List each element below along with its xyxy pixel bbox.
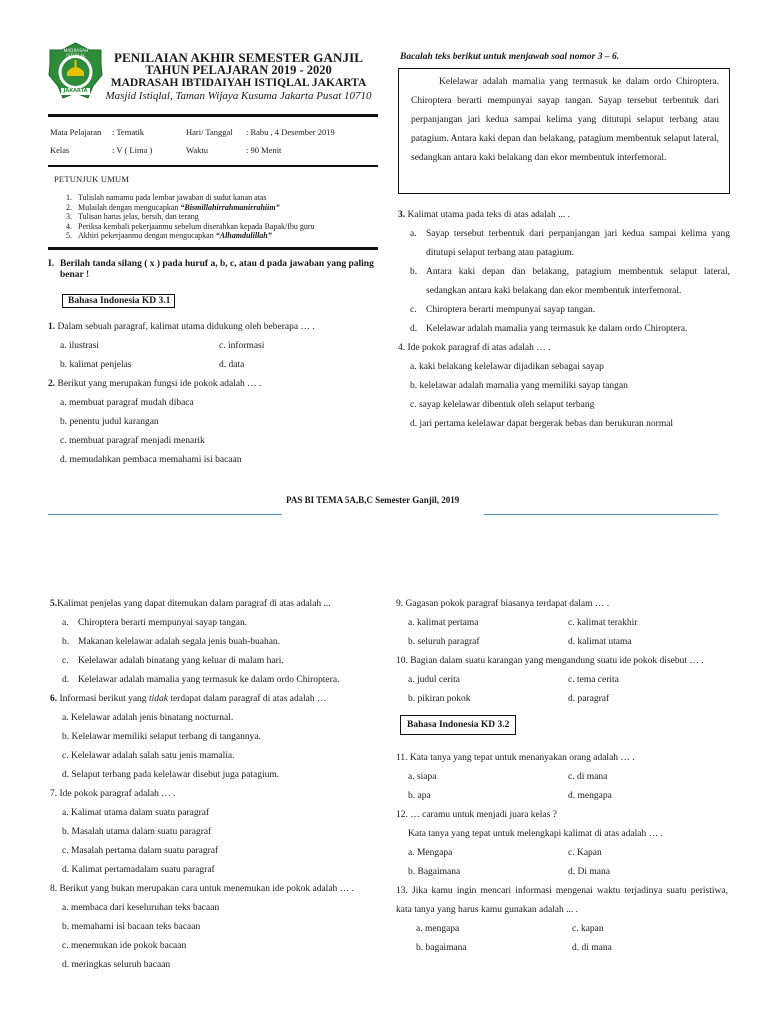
waktu-value: : 90 Menit [246, 145, 282, 155]
petunjuk-title: PETUNJUK UMUM [54, 174, 130, 184]
question-10: 10. Bagian dalam suatu karangan yang mengandung suatu ide pokok disebut … . a. judul cerita c. tema cerita b. pikiran pokok d. paragraf [396, 652, 728, 709]
question-3: 3. Kalimat utama pada teks di atas adalah ... . a. Sayap tersebut terbentuk dari perpanjangan jari kedua sampai kelima yang ditutupi selaput terbang atau patagium. b. Antara kaki depan dan belakang, patagium membentuk selaput lateral, sedangkan antara kaki belakang dan ekor membentuk interfemoral. c. Chiroptera berarti mempunyai sayap tangan. d. Kelelawar adalah mamalia yang termasuk ke dalam ordo Chiroptera. [398, 206, 730, 339]
right-column-page-1 [398, 52, 730, 434]
meta-divider [48, 165, 378, 167]
option[interactable]: c. informasi [219, 340, 265, 351]
option[interactable]: a. siapa [408, 772, 437, 782]
option[interactable]: d. kalimat utama [568, 637, 632, 647]
footer-line-left [48, 514, 282, 515]
list-item: 5. Akhiri pekerjaanmu dengan mengucapkan “Alhamdulillah” [66, 231, 272, 240]
option[interactable]: c. Kelelawar adalah salah satu jenis mamalia. [62, 751, 235, 761]
option[interactable]: c. di mana [568, 772, 608, 782]
question-6: 6. Informasi berikut yang tidak terdapat dalam paragraf di atas adalah … a. Kelelawar adalah jenis binatang nocturnal. b. Kelelawar memiliki selaput terbang di tangannya. c. Kelelawar adalah salah satu jenis mamalia. d. Selaput terbang pada kelelawar disebut juga patagium. [50, 690, 378, 785]
option[interactable]: a. kalimat pertama [408, 618, 479, 628]
exam-header [48, 42, 378, 103]
option[interactable]: c. membuat paragraf menjadi menarik [60, 435, 205, 446]
school-logo [48, 42, 103, 102]
option[interactable]: d. data [219, 359, 245, 370]
option[interactable]: d. Di mana [568, 867, 610, 877]
option[interactable]: b. kalimat penjelas [60, 359, 132, 370]
question-5: 5. Kalimat penjelas yang dapat ditemukan dalam paragraf di atas adalah ... a. Chiroptera berarti mempunyai sayap tangan. b. Makanan kelelawar adalah segala jenis buah-buahan. c. Kelelawar adalah binatang yang keluar di malam hari. d. Kelelawar adalah mamalia yang termasuk ke dalam ordo Chiroptera. [50, 595, 378, 690]
school-year: TAHUN PELAJARAN 2019 - 2020 [145, 63, 332, 77]
footer-text: PAS BI TEMA 5A,B,C Semester Ganjil, 2019 [286, 495, 460, 505]
logo-text-top: MADRASAH ISTIQLAL [63, 48, 89, 58]
kd-3-2-label: Bahasa Indonesia KD 3.2 [400, 715, 516, 735]
footer-line-right [484, 514, 718, 515]
option[interactable]: a. Kalimat utama dalam suatu paragraf [62, 808, 210, 818]
option[interactable]: b. Antara kaki depan dan belakang, patagium membentuk selaput lateral, sedangkan antara kaki belakang dan ekor membentuk interfemoral. [410, 267, 730, 296]
question-4: 4. Ide pokok paragraf di atas adalah … . a. kaki belakang kelelawar dijadikan sebagai sayap b. kelelawar adalah mamalia yang memiliki sayap tangan c. sayap kelelawar dibentuk oleh selaput terbang d. jari pertama kelelawar dapat bergerak bebas dan berukuran normal [398, 339, 730, 434]
option[interactable]: b. apa [408, 791, 431, 801]
question-11: 11. Kata tanya yang tepat untuk menanyakan orang adalah … . a. siapa c. di mana b. apa d. mengapa [396, 749, 728, 806]
option[interactable]: b. memahami isi bacaan teks bacaan [62, 922, 201, 932]
option[interactable]: c. Chiroptera berarti mempunyai sayap tangan. [410, 305, 596, 315]
option[interactable]: d. Selaput terbang pada kelelawar disebut juga patagium. [62, 770, 280, 780]
question-8: 8. Berikut yang bukan merupakan cara untuk menemukan ide pokok adalah … . a. membaca dari keseluruhan teks bacaan b. memahami isi bacaan teks bacaan c. menemukan ide pokok bacaan d. meringkas seluruh bacaan [50, 880, 378, 975]
option[interactable]: c. sayap kelelawar dibentuk oleh selaput terbang [410, 400, 595, 410]
question-7: 7. Ide pokok paragraf adalah … . a. Kalimat utama dalam suatu paragraf b. Masalah utama dalam suatu paragraf c. Masalah pertama dalam suatu paragraf d. Kalimat pertamadalam suatu paragraf [50, 785, 378, 880]
option[interactable]: d. jari pertama kelelawar dapat bergerak bebas dan berukuran normal [410, 419, 674, 429]
school-name: MADRASAH IBTIDAIYAH ISTIQLAL JAKARTA [110, 77, 367, 89]
list-item: 2. Mulailah dengan mengucapkan “Bismillahirrahmanirrahiim” [66, 202, 280, 212]
question-2: 2. Berikut yang merupakan fungsi ide pokok adalah … . a. membuat paragraf mudah dibaca b. penentu judul karangan c. membuat paragraf menjadi menarik d. memudahkan pembaca memahami isi bacaan [48, 375, 378, 470]
option[interactable]: b. penentu judul karangan [60, 416, 159, 427]
option[interactable]: d. mengapa [568, 791, 612, 801]
option[interactable]: b. Makanan kelelawar adalah segala jenis buah-buahan. [62, 637, 281, 647]
list-item: 4. Periksa kembali pekerjaanmu sebelum diserahkan kepada Bapak/Ibu guru [66, 221, 315, 231]
option[interactable]: b. kelelawar adalah mamalia yang memiliki sayap tangan [410, 381, 628, 391]
question-13: 13. Jika kamu ingin mencari informasi mengenai waktu terjadinya suatu peristiwa, kata tanya yang harus kamu gunakan adalah ... . a. mengapa c. kapan b. bagaimana d. di mana [396, 882, 728, 958]
option[interactable]: a. mengapa [416, 924, 460, 934]
option[interactable]: d. Kelelawar adalah mamalia yang termasuk ke dalam ordo Chiroptera. [410, 324, 688, 334]
exam-meta [48, 117, 378, 165]
option[interactable]: b. Kelelawar memiliki selaput terbang di tangannya. [62, 732, 261, 742]
option[interactable]: a. ilustrasi [60, 340, 100, 351]
kd-3-1-label: Bahasa Indonesia KD 3.1 [62, 294, 175, 308]
right-column-page-2 [396, 595, 728, 958]
question-9: 9. Gagasan pokok paragraf biasanya terdapat dalam … . a. kalimat pertama c. kalimat terakhir b. seluruh paragraf d. kalimat utama [396, 595, 728, 652]
option[interactable]: a. Mengapa [408, 848, 453, 858]
mapel-label: Mata Pelajaran [50, 127, 102, 137]
school-address: Masjid Istiqlal, Taman Wijaya Kusuma Jakarta Pusat 10710 [105, 90, 372, 102]
list-item: 1. Tulislah namamu pada lembar jawaban di sudut kanan atas [66, 193, 267, 202]
logo-text-bottom: JAKARTA [63, 88, 88, 94]
page-footer [0, 494, 768, 520]
hari-value: : Rabu , 4 Desember 2019 [246, 127, 335, 137]
option[interactable]: c. kalimat terakhir [568, 618, 638, 628]
option[interactable]: d. meringkas seluruh bacaan [62, 960, 171, 970]
option[interactable]: c. tema cerita [568, 675, 619, 685]
option[interactable]: c. Kapan [568, 848, 602, 858]
reading-passage: Kelelawar adalah mamalia yang termasuk ke dalam ordo Chiroptera. Chiroptera berarti mempunyai sayap tangan. Sayap tersebut terbentuk dari perpanjangan jari kedua sampai kelima yang ditutupi selaput terbang atau patagium. Antara kaki depan dan belakang, patagium membentuk selaput lateral, sedangkan antara kaki belakang dan ekor membentuk interfemoral. [398, 68, 730, 194]
question-12: 12. … caramu untuk menjadi juara kelas ? Kata tanya yang tepat untuk melengkapi kalimat di atas adalah … . a. Mengapa c. Kapan b. Bagaimana d. Di mana [396, 806, 728, 882]
option[interactable]: b. bagaimana [416, 943, 467, 953]
option[interactable]: b. pikiran pokok [408, 694, 471, 704]
left-column-page-1 [48, 42, 378, 470]
waktu-label: Waktu [186, 145, 208, 155]
mapel-value: : Tematik [112, 127, 145, 137]
hari-label: Hari/ Tanggal [186, 127, 233, 137]
option[interactable]: d. di mana [572, 943, 612, 953]
question-1: 1. Dalam sebuah paragraf, kalimat utama didukung oleh beberapa … . a. ilustrasi c. informasi b. kalimat penjelas d. data [48, 318, 378, 375]
option[interactable]: a. judul cerita [408, 675, 460, 685]
option[interactable]: a. membaca dari keseluruhan teks bacaan [62, 903, 220, 913]
petunjuk-divider [48, 247, 378, 250]
exam-page-2 [0, 545, 768, 1024]
left-column-page-2 [50, 595, 378, 975]
option[interactable]: d. Kalimat pertamadalam suatu paragraf [62, 865, 215, 875]
petunjuk-list [66, 193, 378, 241]
option[interactable]: b. Bagaimana [408, 867, 461, 877]
option[interactable]: c. Masalah pertama dalam suatu paragraf [62, 846, 219, 856]
option[interactable]: b. seluruh paragraf [408, 637, 480, 647]
option[interactable]: a. Sayap tersebut terbentuk dari perpanjangan jari kedua sampai kelima yang ditutupi selaput terbang atau patagium. [410, 229, 730, 258]
option[interactable]: a. Chiroptera berarti mempunyai sayap tangan. [62, 618, 248, 628]
exam-title: PENILAIAN AKHIR SEMESTER GANJIL [113, 50, 364, 65]
option[interactable]: c. Kelelawar adalah binatang yang keluar di malam hari. [62, 656, 284, 666]
option[interactable]: a. kaki belakang kelelawar dijadikan sebagai sayap [410, 362, 604, 372]
option[interactable]: c. menemukan ide pokok bacaan [62, 941, 187, 951]
header-text [99, 42, 378, 103]
kelas-value: : V ( Lima ) [112, 145, 153, 155]
option[interactable]: a. membuat paragraf mudah dibaca [60, 397, 194, 408]
section-instruction: I. Berilah tanda silang ( x ) pada huruf a, b, c, atau d pada jawaban yang paling benar ! [48, 258, 374, 280]
option[interactable]: b. Masalah utama dalam suatu paragraf [62, 827, 212, 837]
list-item: 3. Tulisan harus jelas, bersih, dan terang [66, 212, 199, 221]
option[interactable]: d. Kelelawar adalah mamalia yang termasuk ke dalam ordo Chiroptera. [62, 675, 340, 685]
option[interactable]: d. memudahkan pembaca memahami isi bacaan [60, 454, 242, 465]
option[interactable]: c. kapan [572, 924, 604, 934]
kelas-label: Kelas [50, 145, 70, 155]
reading-instruction: Bacalah teks berikut untuk menjawab soal nomor 3 – 6. [400, 52, 620, 62]
option[interactable]: d. paragraf [568, 694, 610, 704]
option[interactable]: a. Kelelawar adalah jenis binatang nocturnal. [62, 713, 234, 723]
